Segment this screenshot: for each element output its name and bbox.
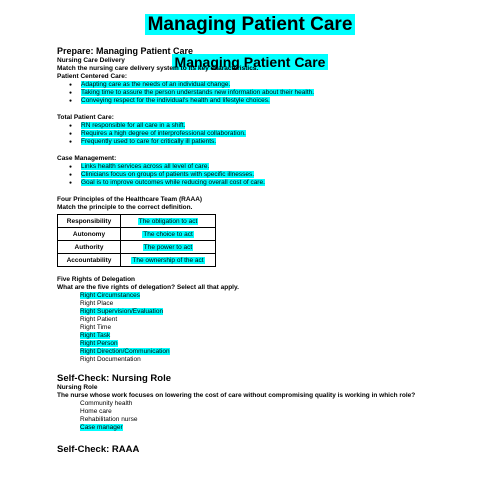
definition-cell: The power to act (121, 241, 216, 254)
patient-centered-list (57, 81, 497, 105)
delegation-options (57, 292, 497, 364)
self-check-nursing-options (57, 400, 497, 432)
list-item: ● RN responsible for all care in a shift. (57, 122, 497, 130)
table-row (58, 228, 216, 241)
principle-cell: Accountability (58, 254, 121, 267)
document-content (57, 46, 497, 455)
list-item: ● Requires a high degree of interprofessional collaboration. (57, 130, 497, 138)
delegation-question: What are the five rights of delegation? Select all that apply. (57, 284, 239, 291)
raaa-instruction: Match the principle to the correct definition. (57, 204, 193, 211)
self-check-nursing-sub: Nursing Role (57, 384, 98, 391)
option-item[interactable]: Rehabilitation nurse (80, 416, 138, 423)
prepare-instruction: Match the nursing care delivery system to its key characteristics. (57, 65, 259, 72)
case-management-list (57, 163, 497, 187)
option-item[interactable]: Right Patient (80, 316, 118, 323)
self-check-nursing-question: The nurse whose work focuses on lowering the cost of care without compromising quality is working in which role? (57, 392, 416, 399)
total-patient-list (57, 122, 497, 146)
page-title: Managing Patient Care (0, 0, 500, 38)
nursing-care-delivery-label: Nursing Care Delivery (57, 57, 125, 64)
table-row (58, 215, 216, 228)
delegation-heading: Five Rights of Delegation (57, 276, 136, 283)
principle-cell: Responsibility (58, 215, 121, 228)
prepare-heading: Prepare: Managing Patient Care (57, 46, 194, 56)
principle-cell: Autonomy (58, 228, 121, 241)
list-item: ● Goal is to improve outcomes while reducing overall cost of care. (57, 179, 497, 187)
option-item[interactable]: Right Place (80, 300, 114, 307)
option-item[interactable]: Case manager (80, 424, 123, 431)
definition-cell: The choice to act (121, 228, 216, 241)
option-item[interactable]: Right Documentation (80, 356, 141, 363)
option-item[interactable]: Right Supervision/Evaluation (80, 308, 164, 315)
list-item: ● Clinicians focus on groups of patients with specific illnesses. (57, 171, 497, 179)
page-subtitle: Managing Patient Care (0, 46, 500, 74)
principle-cell: Authority (58, 241, 121, 254)
list-item: ● Taking time to assure the person understands new information about their health. (57, 89, 497, 97)
option-item[interactable]: Right Time (80, 324, 112, 331)
list-item: ● Conveying respect for the individual's health and lifestyle choices. (57, 97, 497, 105)
definition-cell: The ownership of the act (121, 254, 216, 267)
self-check-nursing-heading: Self-Check: Nursing Role (57, 373, 172, 384)
list-item: ● Adapting care as the needs of an individual change. (57, 81, 497, 89)
option-item[interactable]: Right Task (80, 332, 111, 339)
option-item[interactable]: Right Direction/Communication (80, 348, 170, 355)
patient-centered-label: Patient Centered Care: (57, 73, 128, 80)
option-item[interactable]: Right Person (80, 340, 118, 347)
raaa-table (57, 214, 216, 267)
option-item[interactable]: Home care (80, 408, 112, 415)
table-row (58, 254, 216, 267)
case-management-label: Case Management: (57, 155, 117, 162)
raaa-heading: Four Principles of the Healthcare Team (RAAA) (57, 196, 203, 203)
list-item: ● Links health services across all level of care. (57, 163, 497, 171)
option-item[interactable]: Right Circumstances (80, 292, 140, 299)
table-row (58, 241, 216, 254)
self-check-raaa-heading: Self-Check: RAAA (57, 444, 140, 455)
option-item[interactable]: Community health (80, 400, 133, 407)
definition-cell: The obligation to act (121, 215, 216, 228)
list-item: ● Frequently used to care for critically ill patients. (57, 138, 497, 146)
total-patient-label: Total Patient Care: (57, 114, 114, 121)
